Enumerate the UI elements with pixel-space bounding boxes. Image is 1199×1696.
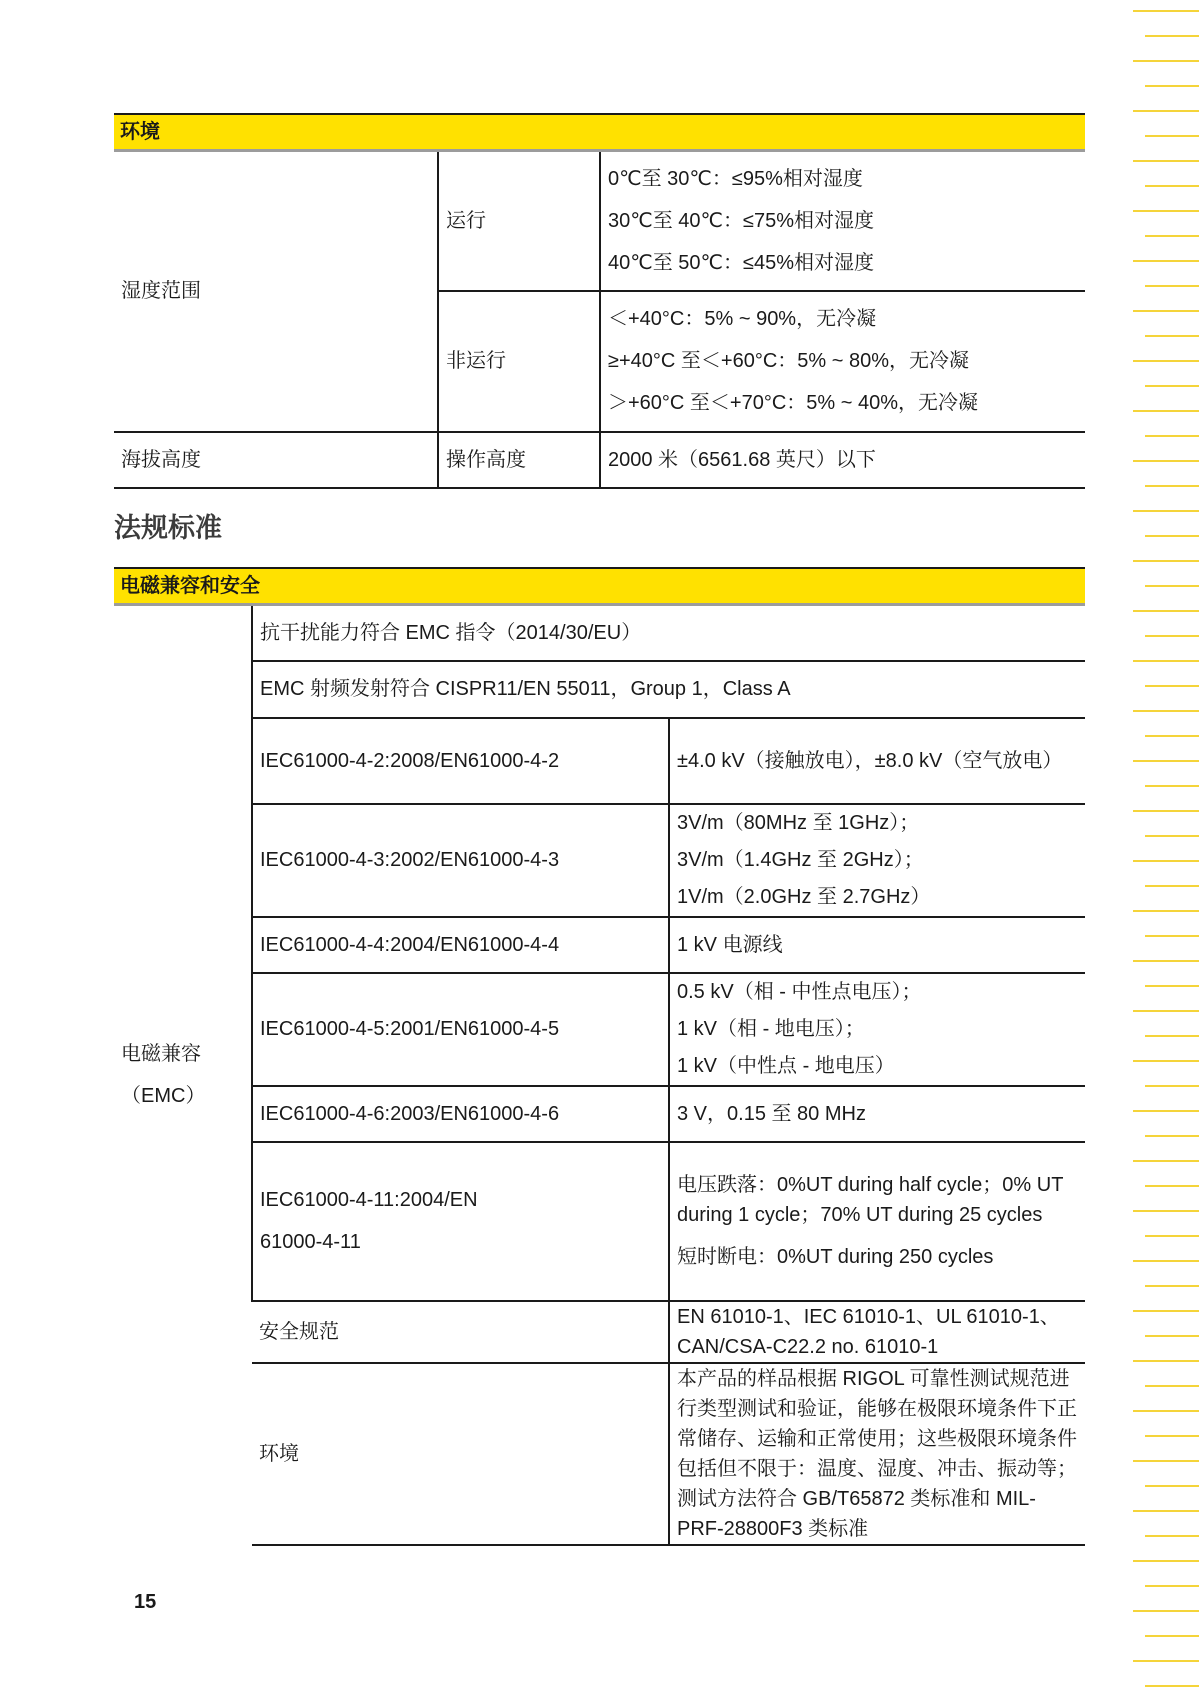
decor-line (1133, 1310, 1199, 1312)
decor-line (1145, 1035, 1199, 1037)
decor-line (1145, 835, 1199, 837)
decor-line (1145, 35, 1199, 37)
operating-humidity-line: 40℃至 50℃：≤45%相对湿度 (608, 251, 874, 274)
altitude-value: 2000 米（6561.68 英尺）以下 (600, 432, 1085, 488)
operating-humidity-line: 30℃至 40℃：≤75%相对湿度 (608, 209, 874, 232)
decor-line (1133, 10, 1199, 12)
operating-humidity-line: 0℃至 30℃：≤95%相对湿度 (608, 167, 863, 190)
decor-line (1145, 1535, 1199, 1537)
section-title: 法规标准 (114, 513, 222, 543)
decor-line (1133, 1610, 1199, 1612)
decor-line (1133, 710, 1199, 712)
decor-line (1133, 1510, 1199, 1512)
decor-line (1133, 1360, 1199, 1362)
emc-requirement (669, 804, 1085, 917)
decor-line (1145, 1135, 1199, 1137)
operating-humidity-values (600, 151, 1085, 291)
humidity-range-label: 湿度范围 (121, 280, 201, 303)
emc-requirement-line: 1 kV（相 - 地电压）； (677, 1017, 865, 1040)
emc-requirement: ±4.0 kV（接触放电），±8.0 kV（空气放电） (669, 718, 1085, 804)
decor-line (1133, 1210, 1199, 1212)
decor-line (1145, 185, 1199, 187)
operating-label: 运行 (438, 151, 600, 291)
decor-line (1145, 1285, 1199, 1287)
decor-line (1133, 60, 1199, 62)
decor-line (1133, 860, 1199, 862)
decor-line (1145, 1335, 1199, 1337)
decor-line (1133, 1660, 1199, 1662)
emc-standard: IEC61000-4-2:2008/EN61000-4-2 (252, 718, 669, 804)
decor-line (1133, 360, 1199, 362)
decor-line (1145, 1435, 1199, 1437)
decor-line (1133, 1460, 1199, 1462)
emc-standard (252, 1142, 669, 1301)
decor-line (1145, 1085, 1199, 1087)
decor-line (1145, 1485, 1199, 1487)
decor-line (1133, 260, 1199, 262)
decor-line (1145, 335, 1199, 337)
decor-line (1145, 485, 1199, 487)
decor-line (1133, 1260, 1199, 1262)
emc-requirement: 3 V，0.15 至 80 MHz (669, 1086, 1085, 1142)
environment-value: 本产品的样品根据 RIGOL 可靠性测试规范进行类型测试和验证，能够在极限环境条件下正常储存、运输和正常使用；这些极限环境条件包括但不限于：温度、湿度、冲击、振动等；测试方法符合 GB/T65872 类标准和 MIL-PRF-28800F3 类标准 (669, 1363, 1085, 1545)
decor-line (1145, 685, 1199, 687)
page-number: 15 (134, 1591, 157, 1613)
decor-line (1133, 1410, 1199, 1412)
decor-line (1133, 560, 1199, 562)
non-operating-humidity-line: ＜+40°C：5% ~ 90%，无冷凝 (608, 308, 877, 330)
decor-line (1133, 310, 1199, 312)
decor-line (1133, 210, 1199, 212)
decor-line (1145, 385, 1199, 387)
non-operating-label: 非运行 (438, 291, 600, 432)
decor-line (1145, 435, 1199, 437)
emc-standard-line: IEC61000-4-11:2004/EN (260, 1189, 478, 1211)
decor-line (1133, 1110, 1199, 1112)
emc-standard: IEC61000-4-4:2004/EN61000-4-4 (252, 917, 669, 973)
decor-line (1145, 635, 1199, 637)
decor-line (1133, 610, 1199, 612)
interruption-text: 短时断电：0%UT during 250 cycles (677, 1246, 994, 1268)
decor-line (1145, 885, 1199, 887)
emc-requirement (669, 1142, 1085, 1301)
decor-line (1133, 660, 1199, 662)
emc-standard: IEC61000-4-3:2002/EN61000-4-3 (252, 804, 669, 917)
decor-line (1145, 1635, 1199, 1637)
non-operating-humidity-line: ≥+40°C 至＜+60°C：5% ~ 80%，无冷凝 (608, 350, 969, 372)
emc-requirement-line: 0.5 kV（相 - 中性点电压）； (677, 980, 922, 1003)
emc-requirement-line: 3V/m（1.4GHz 至 2GHz）； (677, 848, 924, 871)
emc-requirement (669, 973, 1085, 1086)
decor-line (1133, 110, 1199, 112)
decor-line (1145, 985, 1199, 987)
emc-standard: IEC61000-4-6:2003/EN61000-4-6 (252, 1086, 669, 1142)
decor-line (1145, 135, 1199, 137)
non-operating-humidity-line: ＞+60°C 至＜+70°C：5% ~ 40%，无冷凝 (608, 392, 979, 414)
decor-line (1133, 410, 1199, 412)
safety-value: EN 61010-1、IEC 61010-1、UL 61010-1、CAN/CSA-C22.2 no. 61010-1 (669, 1301, 1085, 1363)
emc-label (114, 605, 252, 1545)
decor-line (1133, 510, 1199, 512)
decor-line (1145, 1185, 1199, 1187)
emc-requirement: 1 kV 电源线 (669, 917, 1085, 973)
decor-line (1145, 935, 1199, 937)
decor-line (1133, 910, 1199, 912)
decor-line (1145, 785, 1199, 787)
emc-requirement-line: 1 kV（中性点 - 地电压） (677, 1054, 895, 1077)
decor-line (1133, 1560, 1199, 1562)
side-decoration-lines (1127, 0, 1199, 1696)
emc-safety-table (114, 567, 1085, 1546)
voltage-dip-text: 电压跌落：0%UT during half cycle；0% UT during 1 cycle；70% UT during 25 cycles (677, 1174, 1064, 1226)
decor-line (1133, 960, 1199, 962)
decor-line (1145, 1585, 1199, 1587)
decor-line (1145, 85, 1199, 87)
decor-line (1133, 1010, 1199, 1012)
decor-line (1133, 810, 1199, 812)
altitude-label: 海拔高度 (114, 432, 438, 488)
decor-line (1145, 735, 1199, 737)
emc-table-header: 电磁兼容和安全 (114, 568, 1085, 605)
environment-label: 环境 (252, 1363, 669, 1545)
emc-standard-line: 61000-4-11 (260, 1231, 361, 1253)
decor-line (1133, 760, 1199, 762)
decor-line (1133, 1160, 1199, 1162)
emc-standard: IEC61000-4-5:2001/EN61000-4-5 (252, 973, 669, 1086)
decor-line (1145, 585, 1199, 587)
decor-line (1145, 1385, 1199, 1387)
decor-line (1145, 1685, 1199, 1687)
decor-line (1145, 235, 1199, 237)
decor-line (1145, 285, 1199, 287)
decor-line (1133, 160, 1199, 162)
environment-table (114, 113, 1085, 489)
environment-table-header: 环境 (114, 114, 1085, 151)
emc-label-line: （EMC） (121, 1085, 206, 1108)
safety-label: 安全规范 (252, 1301, 669, 1363)
non-operating-humidity-values (600, 291, 1085, 432)
emc-requirement-line: 1V/m（2.0GHz 至 2.7GHz） (677, 885, 931, 908)
emc-emission: EMC 射频发射符合 CISPR11/EN 55011，Group 1，Class A (252, 661, 1085, 718)
emc-label-line: 电磁兼容 (121, 1043, 201, 1066)
decor-line (1133, 460, 1199, 462)
decor-line (1145, 535, 1199, 537)
decor-line (1133, 1060, 1199, 1062)
operating-altitude-label: 操作高度 (438, 432, 600, 488)
emc-requirement-line: 3V/m（80MHz 至 1GHz）； (677, 811, 920, 834)
decor-line (1145, 1235, 1199, 1237)
emc-immunity: 抗干扰能力符合 EMC 指令（2014/30/EU） (252, 605, 1085, 661)
